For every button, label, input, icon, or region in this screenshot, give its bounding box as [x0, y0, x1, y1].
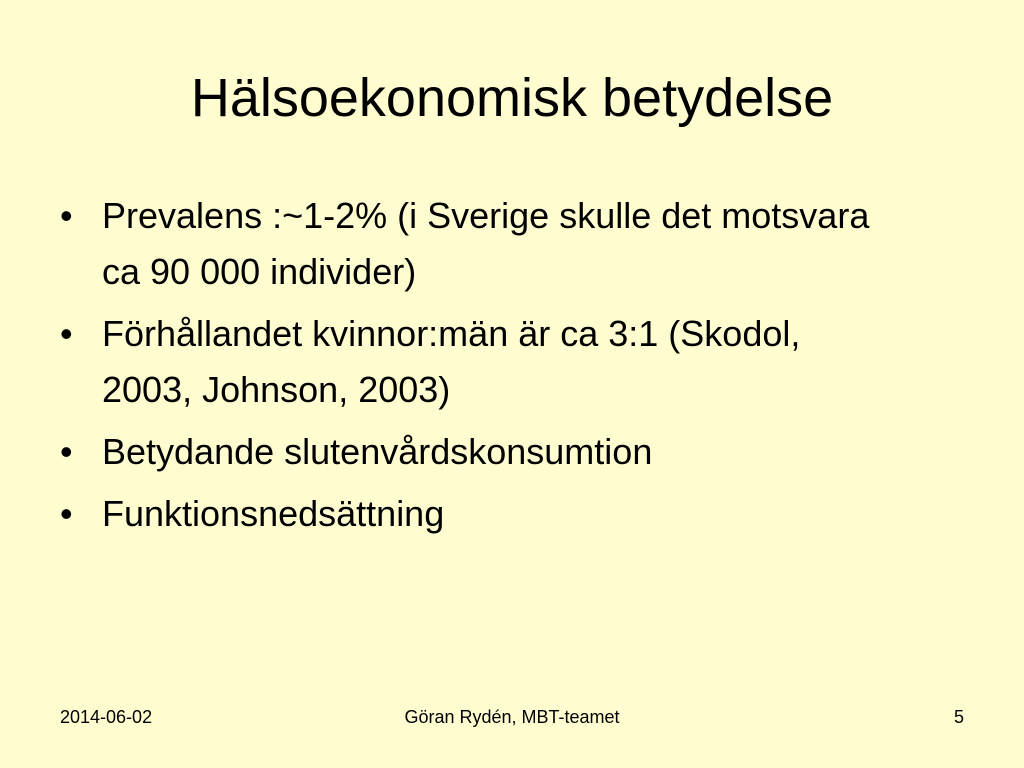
bullet-icon: • [60, 493, 73, 534]
bullet-list [60, 188, 880, 548]
page-number: 5 [953, 707, 964, 727]
bullet-text: Betydande slutenvårdskonsumtion [102, 431, 653, 472]
footer-author: Göran Rydén, MBT-teamet [404, 707, 620, 727]
slide-title: Hälsoekonomisk betydelse [190, 68, 834, 128]
bullet-icon: • [60, 195, 73, 236]
bullet-item-prevalens [60, 188, 880, 300]
bullet-item-ratio [60, 306, 880, 418]
bullet-item-funktion [60, 486, 880, 542]
footer-date: 2014-06-02 [60, 707, 153, 727]
bullet-item-slutenvard [60, 424, 880, 480]
bullet-text: Förhållandet kvinnor:män är ca 3:1 (Skodol, 2003, Johnson, 2003) [102, 313, 801, 410]
bullet-icon: • [60, 431, 73, 472]
bullet-text: Prevalens :~1-2% (i Sverige skulle det motsvara ca 90 000 individer) [102, 195, 870, 292]
bullet-icon: • [60, 313, 73, 354]
bullet-text: Funktionsnedsättning [102, 493, 445, 534]
